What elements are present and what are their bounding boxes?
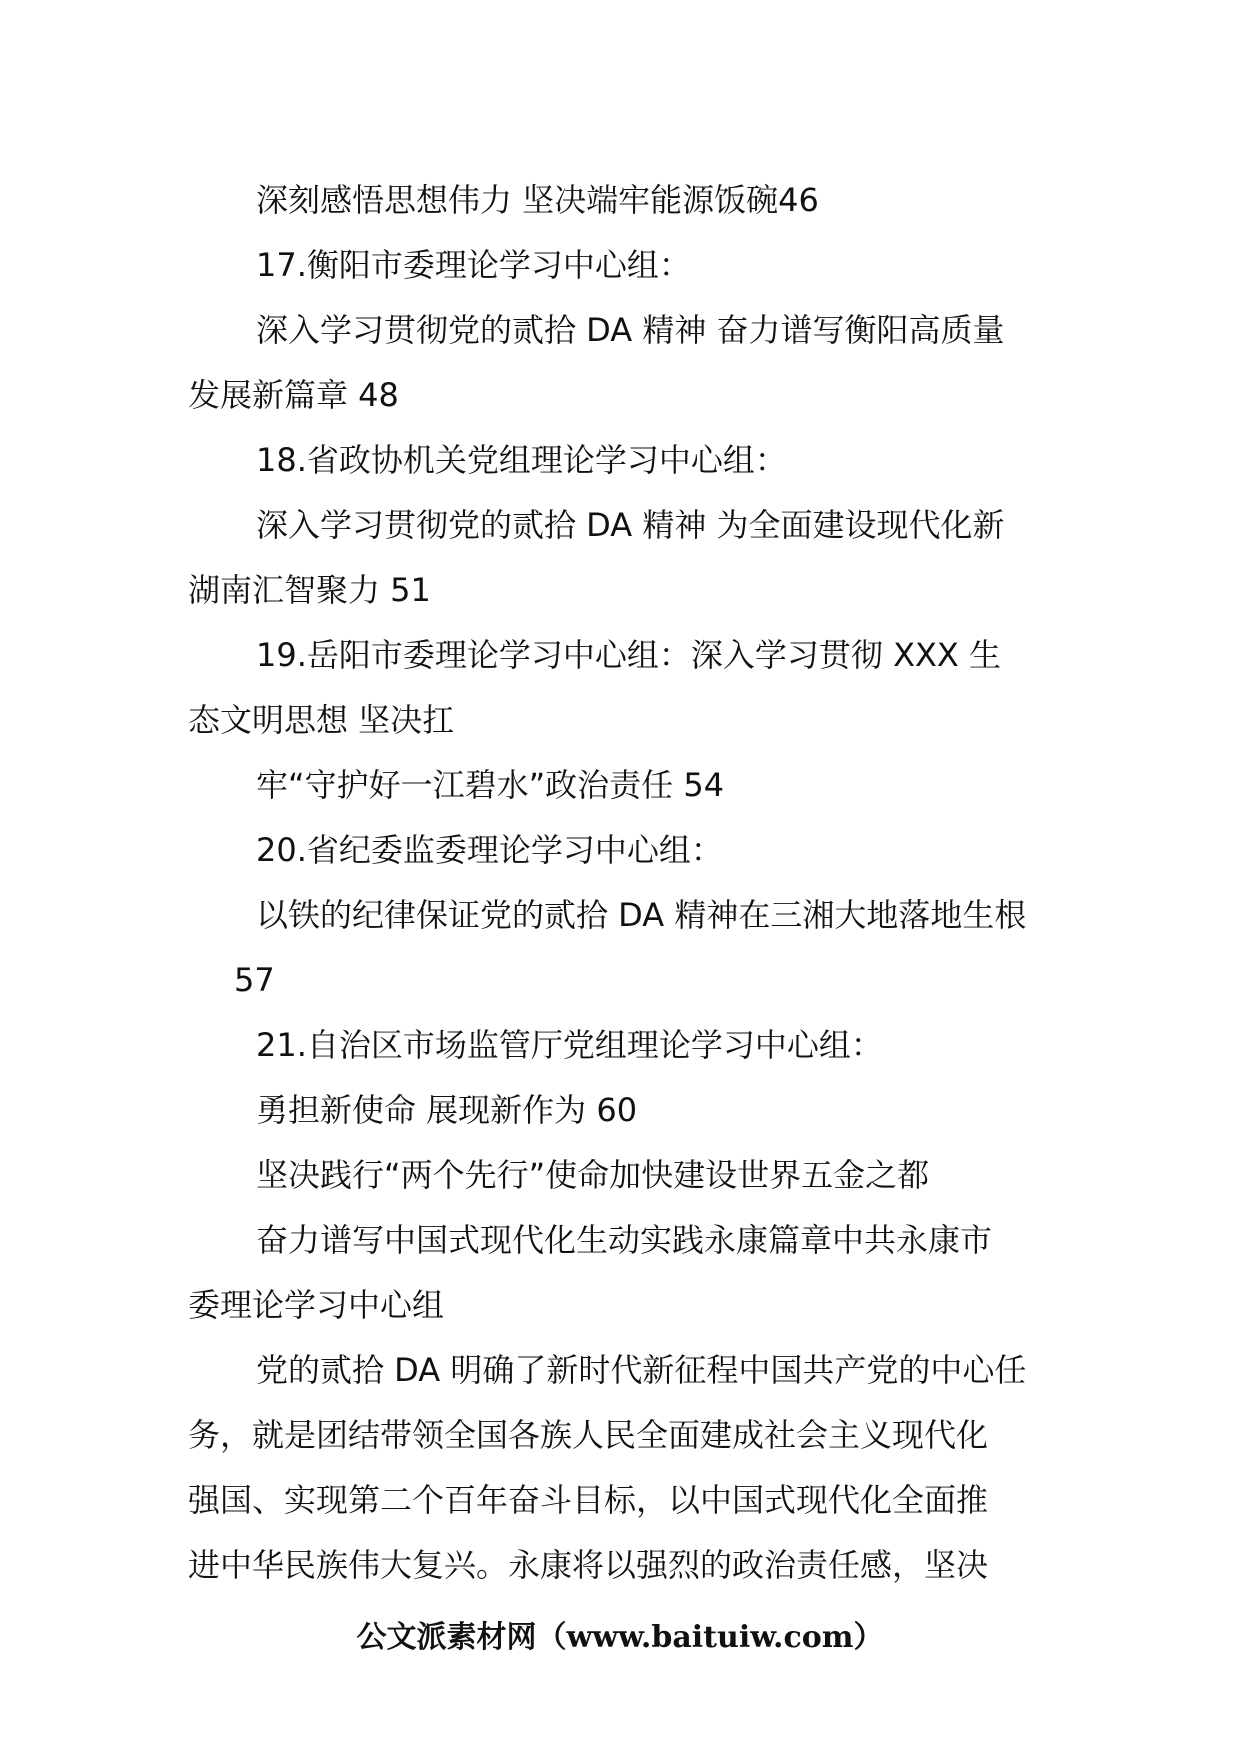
body-paragraph-line: 党的贰拾 DA 明确了新时代新征程中国共产党的中心任 xyxy=(256,1351,1027,1389)
footer-watermark: 公文派素材网（www.baituiw.com） xyxy=(356,1620,884,1655)
document-body xyxy=(188,168,1068,1598)
toc-entry-text: 发展新篇章 48 xyxy=(188,376,399,414)
toc-entry-text: 勇担新使命 展现新作为 60 xyxy=(256,1091,638,1129)
toc-entry-text: 牢“守护好一江碧水”政治责任 54 xyxy=(256,766,725,804)
article-title: 奋力谱写中国式现代化生动实践永康篇章中共永康市 xyxy=(256,1221,993,1259)
toc-entry-text: 态文明思想 坚决扛 xyxy=(188,701,455,739)
toc-entry-text: 深入学习贯彻党的贰拾 DA 精神 为全面建设现代化新 xyxy=(256,506,1005,544)
toc-entry-text: 湖南汇智聚力 51 xyxy=(188,571,431,609)
article-author: 委理论学习中心组 xyxy=(188,1286,445,1324)
toc-entry-heading: 20.省纪委监委理论学习中心组： xyxy=(256,831,723,869)
toc-entry-heading: 21.自治区市场监管厅党组理论学习中心组： xyxy=(256,1026,883,1064)
toc-entry-heading: 19.岳阳市委理论学习中心组：深入学习贯彻 XXX 生 xyxy=(256,636,1002,674)
toc-entry-text: 深刻感悟思想伟力 坚决端牢能源饭碗46 xyxy=(256,181,819,219)
body-paragraph-line: 务，就是团结带领全国各族人民全面建成社会主义现代化 xyxy=(188,1416,989,1454)
toc-entry-heading: 18.省政协机关党组理论学习中心组： xyxy=(256,441,787,479)
toc-entry-text: 深入学习贯彻党的贰拾 DA 精神 奋力谱写衡阳高质量 xyxy=(256,311,1005,349)
article-title: 坚决践行“两个先行”使命加快建设世界五金之都 xyxy=(256,1156,930,1194)
body-paragraph-line: 强国、实现第二个百年奋斗目标，以中国式现代化全面推 xyxy=(188,1481,989,1519)
toc-page-number: 57 xyxy=(234,961,275,999)
body-paragraph-line: 进中华民族伟大复兴。永康将以强烈的政治责任感，坚决 xyxy=(188,1546,989,1584)
toc-entry-heading: 17.衡阳市委理论学习中心组： xyxy=(256,246,691,284)
toc-entry-text: 以铁的纪律保证党的贰拾 DA 精神在三湘大地落地生根 xyxy=(256,896,1027,934)
